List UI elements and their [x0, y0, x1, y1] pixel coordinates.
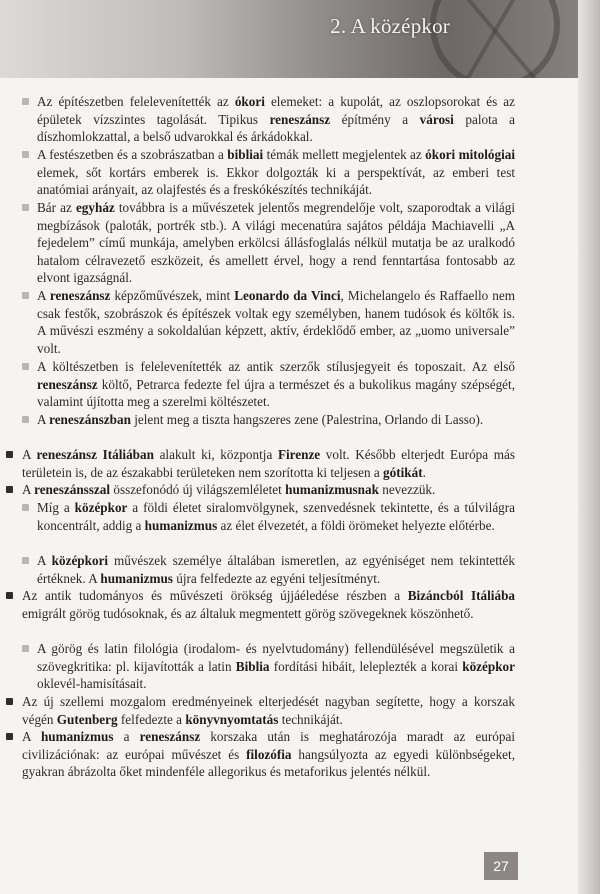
list-item: [37, 146, 515, 199]
bullet-icon: [6, 698, 13, 705]
item-text: A reneszánsz képzőművészek, mint Leonardo da Vinci, Michelangelo és Raffaello nem csak festők, szobrászok és építészek voltak egy személyben, hanem tudósok és költők is. A művészi eszmény a sokoldalúan képzett, aktív, érdeklődő ember, az „uomo universale” volt.: [37, 288, 515, 356]
bullet-icon: [22, 363, 29, 370]
item-text: Az építészetben felelevenítették az ókori elemeket: a kupolát, az oszlopsorokat és az épületek vízszintes tagolását. Tipikus reneszánsz építmény a városi palota a díszhomlokzattal, a belső udvarokkal és árkádokkal.: [37, 94, 515, 145]
bullet-icon: [22, 416, 29, 423]
item-text: A reneszánsz Itáliában alakult ki, központja Firenze volt. Később elterjedt Európa más területein is, de az északabbi területeken nem szorította ki teljesen a gótikát.: [22, 447, 515, 480]
list-item: [22, 587, 515, 622]
item-text: A középkori művészek személye általában ismeretlen, az egyéniséget nem tekintették értéknek. A humanizmus újra felfedezte az egyéni teljesítményt.: [37, 553, 515, 586]
list-item: [37, 287, 515, 357]
item-text: Bár az egyház továbbra is a művészetek jelentős megrendelője volt, szaporodtak a világi megbízások (paloták, portrék stb.). A világi mecenatúra sajátos példája Machiavelli „A fejedelem” című munkája, amelyben erkölcsi állásfoglalás nélkül mutatja be az uralkodó hatalom célravezető eszközeit, és amellett érvel, hogy a rend fenntartása fontosabb az elvont igazságnál.: [37, 200, 516, 286]
bullet-icon: [6, 592, 13, 599]
list-item: [37, 199, 515, 287]
ship-wheel-illustration: [430, 0, 560, 78]
list-item: [22, 481, 515, 499]
item-text: A reneszánszban jelent meg a tiszta hangszeres zene (Palestrina, Orlando di Lasso).: [37, 412, 484, 427]
bullet-icon: [6, 733, 13, 740]
list-item: [37, 499, 515, 534]
bullet-icon: [22, 151, 29, 158]
page-number: 27: [484, 852, 518, 880]
bullet-icon: [22, 557, 29, 564]
list-item: [37, 552, 515, 587]
chapter-banner: [0, 0, 600, 78]
item-text: A humanizmus a reneszánsz korszaka után is meghatározója maradt az európai civilizációnak: az európai művészet és filozófia hangsúlyozta az egyedi különbségeket, gyakran ábrázolta őket mindenféle allegorikus és metaforikus jelentés nélkül.: [22, 729, 516, 780]
chapter-title: 2. A középkor: [330, 14, 450, 38]
list-item: [37, 93, 515, 146]
bullet-icon: [6, 486, 13, 493]
item-text: A görög és latin filológia (irodalom- és nyelvtudomány) fellendülésével megszületik a szövegkritika: pl. kijavították a latin Biblia fordítási hibáit, leleplezték a korai középkor oklevél-hamisításait.: [37, 641, 515, 692]
item-text: A festészetben és a szobrászatban a bibliai témák mellett megjelentek az ókori mitológiai elemek, sőt kortárs emberek is. Ekkor dolgozták ki a perspektívát, az emberi test anatómiai arányait, az olajfestés és a freskókészítés technikáját.: [37, 147, 515, 198]
item-text: Az új szellemi mozgalom eredményeinek elterjedését nagyban segítette, hogy a korszak végén Gutenberg felfedezte a könyvnyomtatás technikáját.: [22, 694, 515, 727]
list-item: [22, 693, 515, 728]
item-text: Az antik tudományos és művészeti örökség újjáéledése részben a Bizáncból Itáliába emigrált görög tudósoknak, és az általuk megmentett görög szövegeknek köszönhető.: [22, 588, 515, 621]
bullet-icon: [22, 204, 29, 211]
page-edge: [578, 0, 600, 894]
bullet-icon: [22, 292, 29, 299]
list-item: [22, 446, 515, 481]
item-text: A költészetben is felelevenítették az antik szerzők stílusjegyeit és toposzait. Az első reneszánsz költő, Petrarca fedezte fel újra a természet és a bukolikus magány szépségét, valamint újította meg a szerelmi költészetet.: [37, 359, 515, 410]
list-item: [37, 358, 515, 411]
list-item: [37, 411, 515, 429]
list-item: [22, 728, 515, 781]
bullet-icon: [22, 645, 29, 652]
bullet-icon: [22, 98, 29, 105]
item-text: A reneszánsszal összefonódó új világszemléletet humanizmusnak nevezzük.: [22, 482, 436, 497]
bullet-icon: [22, 504, 29, 511]
list-item: [37, 640, 515, 693]
item-text: Míg a középkor a földi életet siralomvölgynek, szenvedésnek tekintette, és a túlvilágra koncentrált, addig a humanizmus az élet élvezetét, a földi örömeket helyezte előtérbe.: [37, 500, 516, 533]
bullet-icon: [6, 451, 13, 458]
